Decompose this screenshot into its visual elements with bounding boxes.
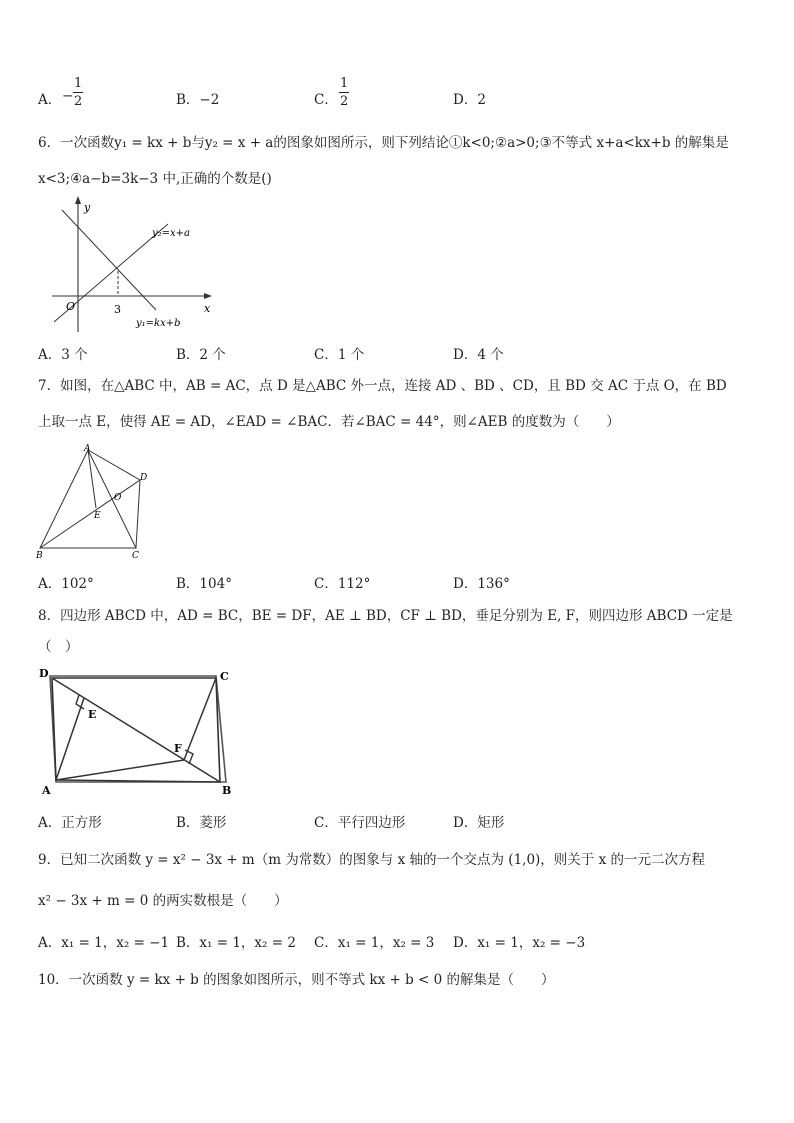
q7-triangle-figure — [34, 442, 154, 564]
segment-af — [56, 760, 184, 780]
q5-option-b: B．−2 — [176, 92, 220, 108]
line-y1 — [62, 210, 156, 310]
q7-option-b: B．104° — [176, 576, 232, 592]
origin-label: O — [66, 300, 76, 313]
diagonal-bd — [52, 678, 220, 782]
point-e-label: E — [88, 708, 97, 721]
x-axis-arrow — [204, 293, 212, 299]
q5-option-a-denominator: 2 — [74, 94, 83, 109]
point-b-label: B — [36, 551, 43, 561]
q7-option-a: A．102° — [38, 576, 94, 592]
q6-option-b: B．2 个 — [176, 347, 226, 363]
point-f-label: F — [174, 742, 182, 755]
q6-stem-line2: x<3;④a−b=3k−3 中,正确的个数是() — [38, 171, 272, 187]
point-a-label: A — [84, 444, 91, 454]
fraction-bar — [339, 92, 349, 93]
line-y1-label: y₁=kx+b — [136, 318, 181, 329]
q5-option-a-label: A． — [38, 92, 62, 108]
point-a-label: A — [42, 784, 51, 797]
q5-option-c-label: C． — [314, 92, 338, 108]
y-axis-label: y — [84, 201, 91, 214]
q8-quadrilateral-figure — [36, 664, 236, 798]
point-c-label: C — [220, 670, 229, 683]
segment-bd — [40, 480, 140, 548]
q8-option-c: C．平行四边形 — [314, 815, 406, 831]
q5-option-c-denominator: 2 — [340, 94, 349, 109]
q6-option-d: D．4 个 — [453, 347, 504, 363]
point-o-label: O — [114, 493, 122, 503]
q5-option-c-fraction — [339, 76, 349, 109]
triangle-abc — [40, 450, 136, 548]
q6-option-a: A．3 个 — [38, 347, 88, 363]
q5-option-c-numerator: 1 — [340, 76, 349, 91]
q5-option-a-fraction — [73, 76, 83, 109]
q10-stem-line1: 10．一次函数 y = kx + b 的图象如图所示，则不等式 kx + b < 0 的解集是（ ） — [38, 972, 555, 988]
q8-stem-line1: 8．四边形 ABCD 中，AD = BC，BE = DF，AE ⊥ BD，CF ⊥ BD，垂足分别为 E, F，则四边形 ABCD 一定是 — [38, 608, 733, 624]
segment-ae — [56, 698, 84, 780]
point-d-label: D — [140, 473, 148, 483]
point-c-label: C — [132, 551, 139, 561]
point-d-label: D — [39, 667, 49, 680]
point-e-label: E — [94, 511, 101, 521]
fraction-bar — [73, 92, 83, 93]
segment-cf — [184, 678, 216, 760]
q9-option-b: B．x₁ = 1，x₂ = 2 — [176, 935, 296, 951]
q8-option-a: A．正方形 — [38, 815, 102, 831]
q6-stem-line1: 6．一次函数y₁ = kx + b与y₂ = x + a的图象如图所示，则下列结论①k<0;②a>0;③不等式 x+a<kx+b 的解集是 — [38, 135, 729, 151]
q9-option-a: A．x₁ = 1，x₂ = −1 — [38, 935, 170, 951]
line-y2-label: y₂=x+a — [152, 228, 191, 239]
tick-label-3: 3 — [114, 303, 121, 316]
y-axis-arrow — [75, 196, 81, 204]
q7-stem-line1: 7．如图，在△ABC 中，AB = AC，点 D 是△ABC 外一点，连接 AD 、BD 、CD，且 BD 交 AC 于点 O，在 BD — [38, 378, 727, 394]
q5-option-a-sign: − — [62, 88, 74, 104]
q5-option-a-numerator: 1 — [74, 76, 83, 91]
q5-option-d: D．2 — [453, 92, 486, 108]
q9-option-c: C．x₁ = 1，x₂ = 3 — [314, 935, 435, 951]
q7-option-d: D．136° — [453, 576, 510, 592]
q9-stem-line2: x² − 3x + m = 0 的两实数根是（ ） — [38, 893, 288, 909]
outer-frame — [50, 676, 226, 782]
x-axis-label: x — [204, 302, 211, 315]
q9-stem-line1: 9．已知二次函数 y = x² − 3x + m（m 为常数）的图象与 x 轴的一个交点为 (1,0)，则关于 x 的一元二次方程 — [38, 852, 705, 868]
q8-stem-line2: （ ） — [38, 639, 79, 655]
q9-option-d: D．x₁ = 1，x₂ = −3 — [453, 935, 586, 951]
q6-option-c: C．1 个 — [314, 347, 365, 363]
segment-cd — [136, 480, 140, 548]
q7-stem-line2: 上取一点 E，使得 AE = AD，∠EAD = ∠BAC．若∠BAC = 44°，则∠AEB 的度数为（ ） — [38, 414, 620, 430]
q8-option-d: D．矩形 — [453, 815, 505, 831]
q8-option-b: B．菱形 — [176, 815, 227, 831]
q6-graph-figure — [48, 196, 218, 336]
q7-option-c: C．112° — [314, 576, 371, 592]
point-b-label: B — [222, 784, 232, 797]
